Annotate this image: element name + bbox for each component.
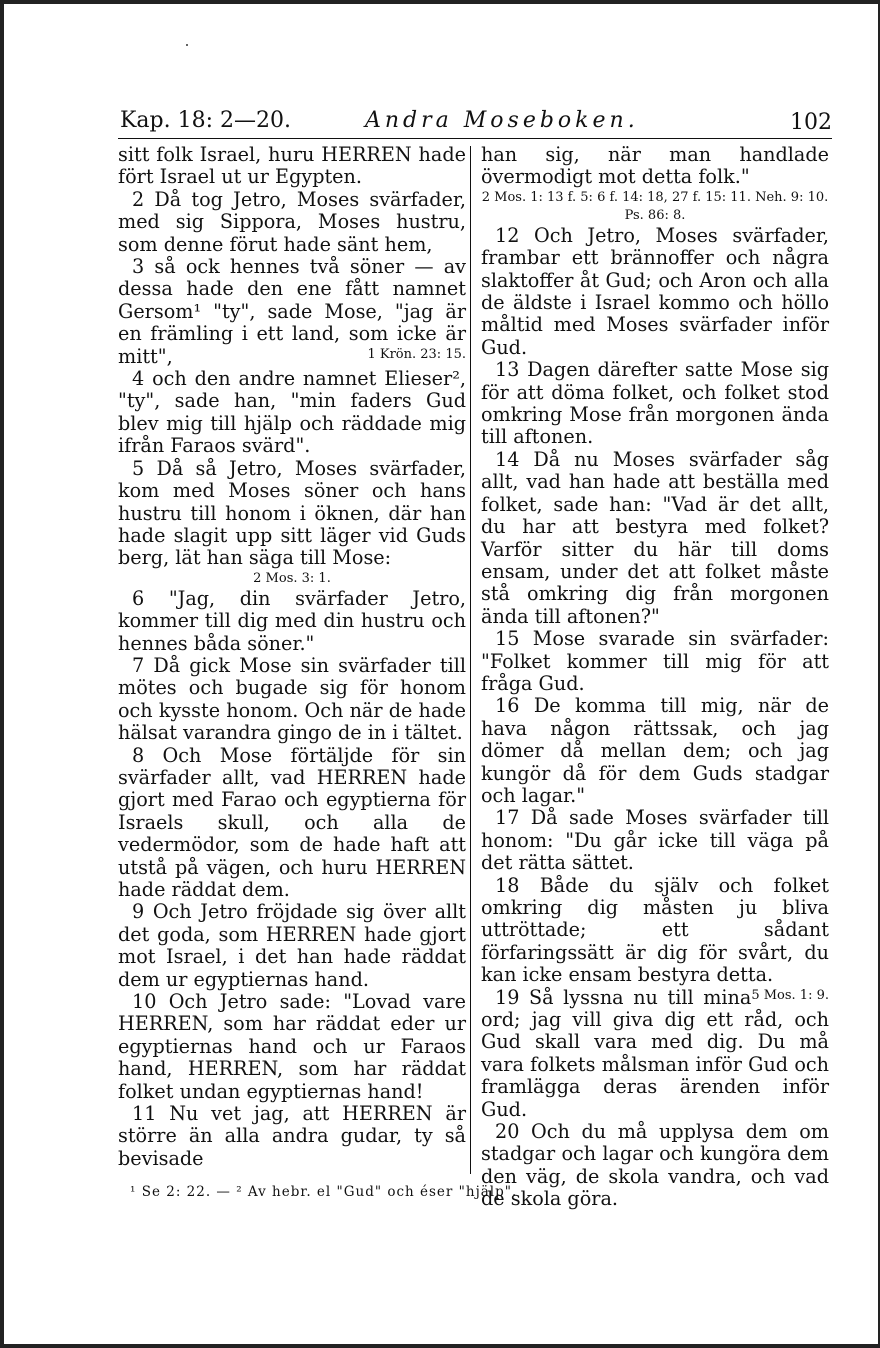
verse-14: 14 Då nu Moses svärfader såg allt, vad han hade att beställa med folket, sade han: "Vad är det allt, du har att bestyra med folket? Varför sitter du här till doms ensam, under det att folket måste stå omkring dig från morgonen ända till aftonen?" — [481, 447, 829, 628]
verse-5-crossref: 2 Mos. 3: 1. — [253, 570, 331, 586]
left-column — [118, 144, 466, 1170]
right-column — [481, 144, 829, 1211]
chapter-reference: Kap. 18: 2—20. — [120, 108, 292, 133]
verse-18-text: 18 Både du själv och folket omkring dig måsten ju bliva uttröttade; ett sådant förfaringssätt är dig för svårt, du kan icke ensam bestyra detta. — [481, 873, 829, 987]
verse-19: 19 Så lyssna nu till mina ord; jag vill giva dig ett råd, och Gud skall vara med dig. Du må vara folkets målsman inför Gud och framlägga deras ärenden inför Gud. — [481, 985, 829, 1121]
verse-4: 4 och den andre namnet Elieser², "ty", sade han, "min faders Gud blev mig till hjälp och räddade mig ifrån Faraos svärd". — [118, 367, 466, 458]
verse-5 — [118, 458, 466, 570]
verse-12: 12 Och Jetro, Moses svärfader, frambar ett brännoffer och några slaktoffer åt Gud; och Aron och alla de äldste i Israel kommo och höllo måltid med Moses svärfader inför Gud. — [481, 223, 829, 359]
verse-3 — [118, 256, 466, 368]
verse-7: 7 Då gick Mose sin svärfader till mötes och bugade sig för honom och kysste honom. Och när de hade hälsat varandra gingo de in i tältet. — [118, 653, 466, 745]
verse-16: 16 De komma till mig, när de hava någon rättssak, och jag dömer då mellan dem; och jag kungör då för dem Guds stadgar och lagar." — [481, 694, 829, 807]
verse-17: 17 Då sade Moses svärfader till honom: "Du går icke till väga på det rätta sättet. — [481, 806, 829, 875]
verse-15: 15 Mose svarade sin svärfader: "Folket kommer till mig för att fråga Gud. — [481, 627, 829, 695]
book-title: Andra Moseboken. — [365, 108, 639, 133]
verse-8: 8 Och Mose förtäljde för sin svärfader allt, vad HERREN hade gjort med Farao och egyptierna för Israels skull, och alla de vedermödor, som de hade haft att utstå på vägen, och huru HERREN hade räddat dem. — [118, 743, 466, 901]
verse-11: 11 Nu vet jag, att HERREN är större än alla andra gudar, ty så bevisade — [118, 1102, 466, 1170]
verse-continuation: han sig, när man handlade övermodigt mot detta folk." — [481, 143, 829, 189]
verse-6: 6 "Jag, din svärfader Jetro, kommer till dig med din hustru och hennes båda söner." — [118, 586, 466, 655]
verse-10: 10 Och Jetro sade: "Lovad vare HERREN, som har räddat eder ur egyptiernas hand och ur Faraos hand, HERREN, som har räddat folket undan egyptiernas hand! — [118, 990, 466, 1103]
verse-3-crossref: 1 Krön. 23: 15. — [367, 346, 466, 362]
verse-20: 20 Och du må upplysa dem om stadgar och lagar och kungöra dem den väg, de skola vandra, och vad de skola göra. — [481, 1120, 829, 1211]
header-rule — [118, 138, 832, 139]
ink-speck — [186, 44, 188, 46]
verse-18 — [481, 873, 829, 1003]
verse-5-text: 5 Då så Jetro, Moses svärfader, kom med Moses söner och hans hustru till honom i öknen, där han hade slagit upp sitt läger vid Guds berg, lät han säga till Mose: — [118, 456, 466, 570]
verse-3-text: 3 så ock hennes två söner — av dessa hade den ene fått namnet Gersom¹ "ty", sade Mose, "jag är en främling i ett land, som icke är mitt", — [118, 255, 466, 368]
verse-9: 9 Och Jetro fröjdade sig över allt det goda, som HERREN hade gjort mot Israel, i det han hade räddat dem ur egyptiernas hand. — [118, 900, 466, 991]
verse-18-crossref: 5 Mos. 1: 9. — [751, 987, 829, 1003]
verse-continuation: sitt folk Israel, huru HERREN hade fört Israel ut ur Egypten. — [118, 143, 466, 189]
verse-2: 2 Då tog Jetro, Moses svärfader, med sig Sippora, Moses hustru, som denne förut hade sänt hem, — [118, 187, 466, 256]
verse-13: 13 Dagen därefter satte Mose sig för att döma folket, och folket stod omkring Mose från morgonen ända till aftonen. — [481, 358, 829, 449]
running-header — [120, 104, 832, 138]
footnotes: ¹ Se 2: 22. — ² Av hebr. el "Gud" och éser "hjälp". — [130, 1184, 518, 1200]
verse-11-crossref: 2 Mos. 1: 13 f. 5: 6 f. 14: 18, 27 f. 15: 11. Neh. 9: 10. Ps. 86: 8. — [481, 189, 829, 223]
column-divider — [470, 146, 471, 1174]
page-number: 102 — [790, 110, 832, 135]
